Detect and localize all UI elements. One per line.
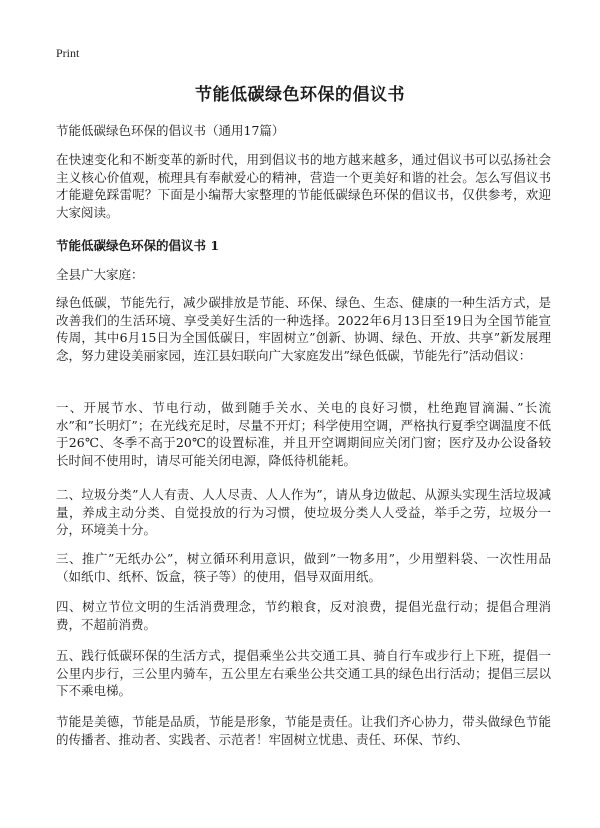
document-title: 节能低碳绿色环保的倡议书 <box>195 85 405 105</box>
greeting: 全县广大家庭： <box>56 267 144 282</box>
body-paragraph-3: 二、垃圾分类”人人有责、人人尽责、人人作为”，请从身边做起、从源头实现生活垃圾减量，养成主动分类、自觉投放的行为习惯，使垃圾分类人人受益，举手之劳，垃圾分一分，环境美十分。 <box>56 487 551 537</box>
section-heading: 节能低碳绿色环保的倡议书 1 <box>56 238 220 253</box>
body-paragraph-4: 三、推广”无纸办公”，树立循环利用意识，做到”一物多用”，少用塑料袋、一次性用品（如纸巾、纸杯、饭盒，筷子等）的使用，倡导双面用纸。 <box>56 551 551 584</box>
body-paragraph-2: 一、开展节水、节电行动，做到随手关水、关电的良好习惯，杜绝跑冒滴漏、”长流水”和”长明灯”；在光线充足时，尽量不开灯；科学使用空调，严格执行夏季空调温度不低于26℃、冬季不高于20℃的设置标准，并且开空调期间应关闭门窗；医疗及办公设备较长时间不使用时，请尽可能关闭电源，降低待机能耗。 <box>56 400 551 468</box>
body-paragraph-5: 四、树立节位文明的生活消费理念，节约粮食，反对浪费，提倡光盘行动；提倡合理消费，不超前消费。 <box>56 599 551 632</box>
intro-paragraph: 在快速变化和不断变革的新时代，用到倡议书的地方越来越多，通过倡议书可以弘扬社会主义核心价值观，梳理具有奉献爱心的精神，营造一个更美好和谐的社会。怎么写倡议书才能避免踩雷呢？下面是小编帮大家整理的节能低碳绿色环保的倡议书，仅供参考，欢迎大家阅读。 <box>56 152 551 220</box>
body-paragraph-1: 绿色低碳，节能先行，减少碳排放是节能、环保、绿色、生态、健康的一种生活方式，是改善我们的生活环境、享受美好生活的一种选择。2022年6月13日至19日为全国节能宣传周，其中6月15日为全国低碳日，牢固树立”创新、协调、绿色、开放、共享”新发展理念，努力建设美丽家园，连江县妇联向广大家庭发出”绿色低碳，节能先行”活动倡议： <box>56 295 551 363</box>
body-paragraph-6: 五、践行低碳环保的生活方式，提倡乘坐公共交通工具、骑自行车或步行上下班，提倡一公里内步行，三公里内骑车，五公里左右乘坐公共交通工具的绿色出行活动；提倡三层以下不乘电梯。 <box>56 648 551 698</box>
print-link[interactable]: Print <box>56 46 80 60</box>
document-subtitle: 节能低碳绿色环保的倡议书（通用17篇） <box>56 123 285 138</box>
body-paragraph-7: 节能是美德，节能是品质，节能是形象，节能是责任。让我们齐心协力，带头做绿色节能的传播者、推动者、实践者、示范者！牢固树立忧患、责任、环保、节约、 <box>56 714 551 747</box>
